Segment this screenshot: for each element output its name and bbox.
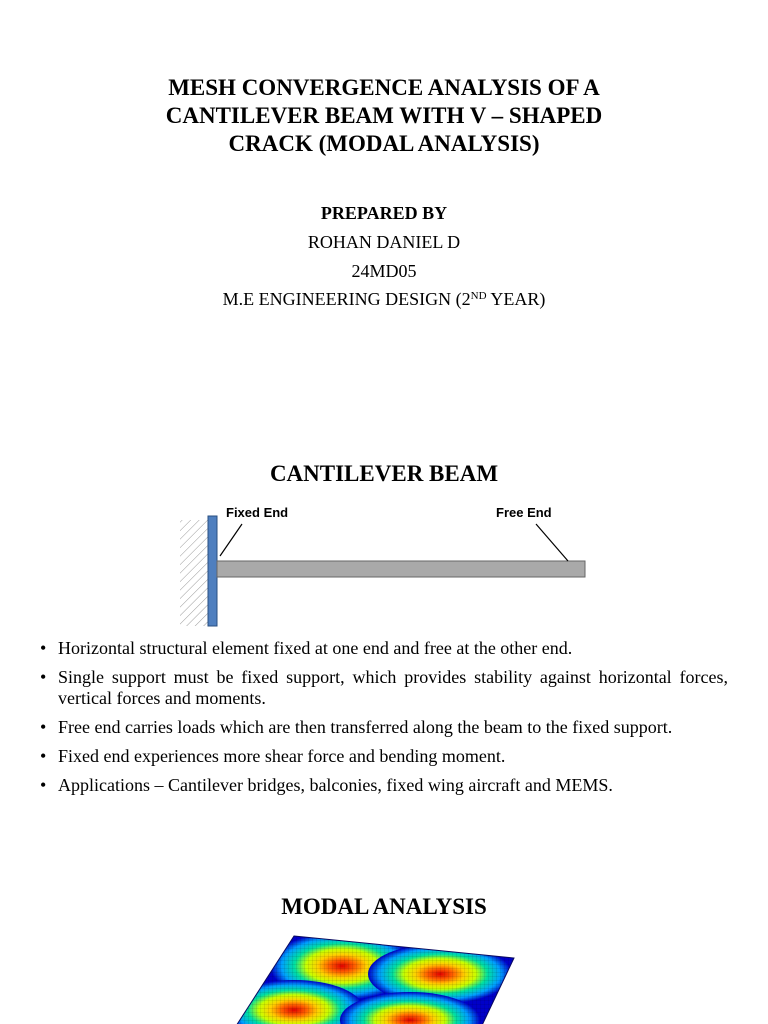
bullet-item <box>40 746 728 767</box>
bullet-text: Horizontal structural element fixed at one end and free at the other end. <box>58 638 573 658</box>
bullet-glyph: • <box>40 638 47 658</box>
mesh-grid <box>232 928 522 1024</box>
cantilever-beam-heading: CANTILEVER BEAM <box>269 461 499 486</box>
bullet-item <box>40 775 728 796</box>
author-roll-number: 24MD05 <box>351 261 417 281</box>
course-suffix: YEAR) <box>486 289 546 309</box>
bullet-item <box>40 638 728 659</box>
bullet-item <box>40 667 728 709</box>
fixed-support-wall <box>208 516 217 626</box>
author-name: ROHAN DANIEL D <box>307 232 461 252</box>
fixed-end-pointer <box>220 524 242 556</box>
bullet-glyph: • <box>40 717 47 737</box>
author-course <box>84 289 684 310</box>
bullet-text: Free end carries loads which are then transferred along the beam to the fixed support. <box>58 717 673 737</box>
free-end-label: Free End <box>496 505 552 520</box>
bullet-glyph: • <box>40 775 47 795</box>
bullet-text: Single support must be fixed support, which provides stability against horizontal forces, vertical forces and moments. <box>58 667 728 708</box>
modal-shape-figure <box>232 928 522 1024</box>
bullet-text: Applications – Cantilever bridges, balconies, fixed wing aircraft and MEMS. <box>58 775 613 795</box>
bullet-item <box>40 717 728 738</box>
cantilever-bullet-list <box>40 638 728 804</box>
title-line-3: CRACK (MODAL ANALYSIS) <box>228 131 540 156</box>
bullet-text: Fixed end experiences more shear force and bending moment. <box>58 746 506 766</box>
bullet-glyph: • <box>40 667 47 687</box>
beam-body <box>217 561 585 577</box>
cantilever-beam-figure <box>170 498 600 630</box>
modal-analysis-heading: MODAL ANALYSIS <box>281 894 487 919</box>
wall-hatching <box>180 520 208 626</box>
prepared-by-label: PREPARED BY <box>320 203 448 223</box>
document-title <box>84 74 684 158</box>
title-line-1: MESH CONVERGENCE ANALYSIS OF A <box>168 75 600 100</box>
mode-shape-plate <box>232 928 522 1024</box>
bullet-glyph: • <box>40 746 47 766</box>
course-prefix: M.E ENGINEERING DESIGN (2 <box>222 289 471 309</box>
free-end-pointer <box>536 524 568 561</box>
fixed-end-label: Fixed End <box>226 505 289 520</box>
course-superscript: ND <box>470 290 487 302</box>
title-line-2: CANTILEVER BEAM WITH V – SHAPED <box>165 103 603 128</box>
